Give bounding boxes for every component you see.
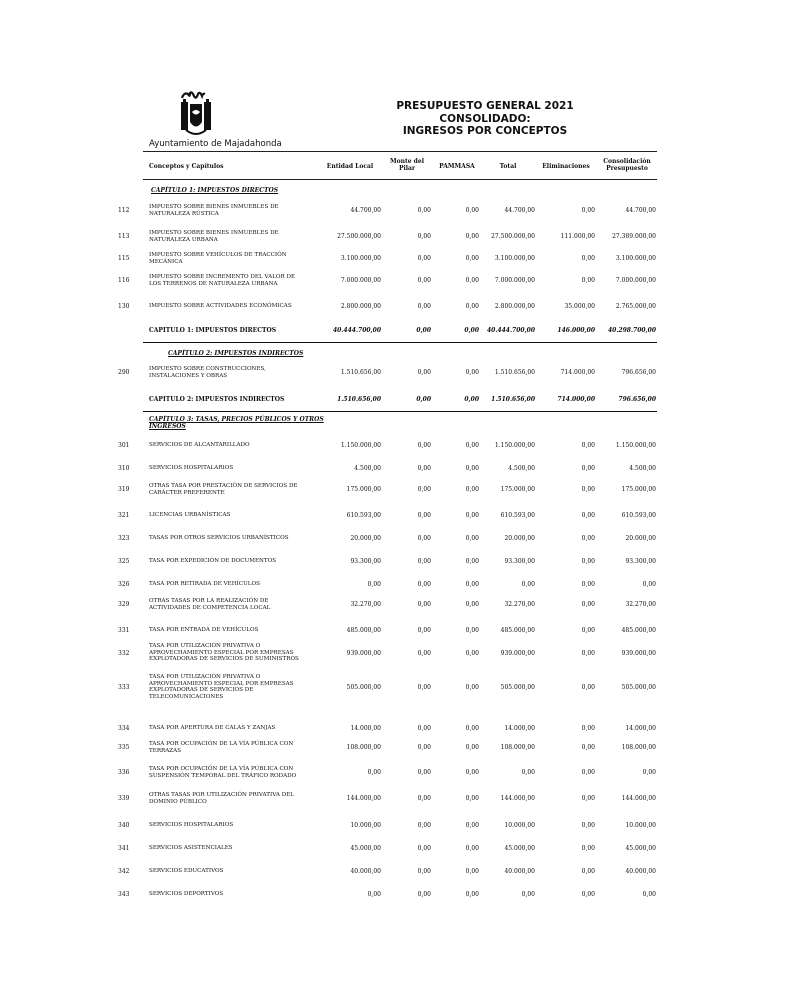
amount-pammasa: 0,00 [465, 233, 479, 240]
col-header-consolidacion [598, 158, 656, 172]
amount-monte: 0,00 [417, 868, 431, 875]
amount-entidad: 505.000,00 [346, 684, 381, 691]
chapter-total-consol: 796.656,00 [618, 396, 656, 403]
amount-pammasa: 0,00 [465, 277, 479, 284]
concept-description [149, 741, 319, 754]
amount-monte: 0,00 [417, 558, 431, 565]
amount-monte: 0,00 [417, 795, 431, 802]
concept-description [149, 792, 319, 805]
chapter-total-elim: 714.000,00 [557, 396, 595, 403]
concept-description [149, 868, 319, 875]
concept-code: 301 [118, 442, 130, 449]
amount-pammasa: 0,00 [465, 465, 479, 472]
col-header-monte [384, 158, 430, 172]
amount-entidad: 4.500,00 [354, 465, 381, 472]
amount-total: 175.000,00 [500, 486, 535, 493]
description-line: IMPUESTO SOBRE ACTIVIDADES ECONÓMICAS [149, 303, 292, 309]
amount-entidad: 10.000,00 [350, 822, 381, 829]
chapter-heading-line: CAPÍTULO 2: IMPUESTOS INDIRECTOS [168, 350, 304, 357]
amount-entidad: 93.300,00 [350, 558, 381, 565]
concept-description [149, 483, 319, 496]
amount-entidad: 27.500.000,00 [337, 233, 381, 240]
concept-code: 321 [118, 512, 130, 519]
amount-elim: 0,00 [581, 255, 595, 262]
amount-total: 14.000,00 [504, 725, 535, 732]
description-line: LOS TERRENOS DE NATURALEZA URBANA [149, 280, 278, 287]
amount-monte: 0,00 [417, 233, 431, 240]
amount-consol: 505.000,00 [621, 684, 656, 691]
chapter-total-label: CAPITULO 2: IMPUESTOS INDIRECTOS [149, 396, 285, 403]
amount-monte: 0,00 [417, 255, 431, 262]
amount-elim: 0,00 [581, 465, 595, 472]
concept-description [149, 230, 319, 243]
concept-code: 115 [118, 255, 130, 262]
description-line: SERVICIOS HOSPITALARIOS [149, 465, 234, 471]
amount-entidad: 175.000,00 [346, 486, 381, 493]
chapter-total-total: 40.444.700,00 [486, 327, 535, 334]
amount-monte: 0,00 [417, 303, 431, 310]
concept-description [149, 643, 319, 663]
chapter-total-consol: 40.298.700,00 [607, 327, 656, 334]
amount-total: 1.510.656,00 [494, 369, 535, 376]
chapter-total-pammasa: 0,00 [464, 396, 479, 403]
chapter-total-elim: 146.000,00 [557, 327, 595, 334]
description-line: IMPUESTO SOBRE CONSTRUCCIONES, [149, 366, 266, 372]
col-header-entidad: Entidad Local [326, 163, 374, 170]
amount-entidad: 40.000,00 [350, 868, 381, 875]
chapter-total-monte: 0,00 [416, 396, 431, 403]
amount-entidad: 20.000,00 [350, 535, 381, 542]
concept-description [149, 845, 319, 852]
chapter-total-total: 1.510.656,00 [491, 396, 535, 403]
amount-elim: 0,00 [581, 207, 595, 214]
amount-elim: 0,00 [581, 581, 595, 588]
amount-elim: 0,00 [581, 486, 595, 493]
amount-pammasa: 0,00 [465, 684, 479, 691]
concept-code: 335 [118, 744, 130, 751]
concept-description [149, 598, 319, 611]
chapter-total-entidad: 40.444.700,00 [332, 327, 381, 334]
description-line: NATURALEZA RÚSTICA [149, 210, 219, 217]
amount-total: 0,00 [521, 891, 535, 898]
amount-pammasa: 0,00 [465, 627, 479, 634]
concept-code: 336 [118, 769, 130, 776]
amount-monte: 0,00 [417, 684, 431, 691]
amount-monte: 0,00 [417, 512, 431, 519]
amount-pammasa: 0,00 [465, 769, 479, 776]
amount-entidad: 108.000,00 [346, 744, 381, 751]
description-line: OTRAS TASAS POR UTILIZACIÓN PRIVATIVA DEL [149, 792, 294, 798]
description-line: SERVICIOS DEPORTIVOS [149, 891, 224, 897]
concept-code: 329 [118, 601, 130, 608]
amount-monte: 0,00 [417, 486, 431, 493]
concept-description [149, 627, 319, 634]
amount-monte: 0,00 [417, 442, 431, 449]
concept-code: 343 [118, 891, 130, 898]
amount-elim: 0,00 [581, 277, 595, 284]
amount-pammasa: 0,00 [465, 207, 479, 214]
amount-pammasa: 0,00 [465, 486, 479, 493]
description-line: OTRAS TASAS POR LA REALIZACIÓN DE [149, 598, 269, 604]
description-line: TASA POR RETIRADA DE VEHÍCULOS [149, 581, 260, 587]
description-line: APROVECHAMIENTO ESPECIAL POR EMPRESAS [149, 649, 294, 656]
amount-consol: 44.700,00 [625, 207, 656, 214]
title-line: PRESUPUESTO GENERAL 2021 [396, 100, 574, 112]
amount-elim: 0,00 [581, 822, 595, 829]
amount-monte: 0,00 [417, 535, 431, 542]
concept-description [149, 465, 319, 472]
amount-total: 10.000,00 [504, 822, 535, 829]
header-bottom-rule [143, 179, 657, 180]
amount-elim: 0,00 [581, 558, 595, 565]
amount-pammasa: 0,00 [465, 442, 479, 449]
chapter-heading [149, 416, 324, 430]
amount-pammasa: 0,00 [465, 581, 479, 588]
amount-monte: 0,00 [417, 277, 431, 284]
amount-total: 3.100.000,00 [494, 255, 535, 262]
amount-monte: 0,00 [417, 891, 431, 898]
concept-description [149, 303, 319, 310]
amount-elim: 0,00 [581, 868, 595, 875]
amount-total: 0,00 [521, 581, 535, 588]
description-line: ACTIVIDADES DE COMPETENCIA LOCAL [149, 604, 271, 611]
amount-elim: 0,00 [581, 535, 595, 542]
description-line: SUSPENSIÓN TEMPORAL DEL TRÁFICO RODADO [149, 772, 297, 779]
chapter-total-rule [143, 411, 657, 412]
col-header-pammasa: PAMMASA [439, 163, 475, 170]
amount-total: 4.500,00 [508, 465, 535, 472]
concept-description [149, 766, 319, 779]
concept-code: 323 [118, 535, 130, 542]
amount-elim: 0,00 [581, 725, 595, 732]
amount-entidad: 0,00 [367, 769, 381, 776]
amount-consol: 93.300,00 [625, 558, 656, 565]
col-header-consolidacion-line: Consolidación [603, 158, 651, 165]
amount-consol: 1.150.000,00 [615, 442, 656, 449]
amount-consol: 2.765.000,00 [615, 303, 656, 310]
amount-consol: 796.656,00 [621, 369, 656, 376]
title-line: CONSOLIDADO: [439, 112, 531, 125]
amount-monte: 0,00 [417, 650, 431, 657]
amount-elim: 0,00 [581, 650, 595, 657]
description-line: TASA POR UTILIZACIÓN PRIVATIVA O [149, 643, 261, 649]
amount-elim: 0,00 [581, 442, 595, 449]
concept-description [149, 822, 319, 829]
amount-elim: 0,00 [581, 795, 595, 802]
description-line: SERVICIOS ASISTENCIALES [149, 845, 233, 851]
amount-pammasa: 0,00 [465, 822, 479, 829]
amount-entidad: 14.000,00 [350, 725, 381, 732]
chapter-total-rule [143, 342, 657, 343]
amount-monte: 0,00 [417, 207, 431, 214]
amount-pammasa: 0,00 [465, 891, 479, 898]
concept-description [149, 891, 319, 898]
amount-entidad: 0,00 [367, 891, 381, 898]
chapter-heading-line: INGRESOS [149, 423, 186, 430]
amount-elim: 0,00 [581, 601, 595, 608]
amount-monte: 0,00 [417, 769, 431, 776]
description-line: MECÁNICA [149, 258, 183, 265]
amount-pammasa: 0,00 [465, 744, 479, 751]
amount-entidad: 3.100.000,00 [340, 255, 381, 262]
description-line: TERRAZAS [149, 747, 182, 754]
description-line: TASA POR OCUPACIÓN DE LA VÍA PÚBLICA CON [149, 741, 294, 747]
majadahonda-crest-logo [178, 90, 214, 136]
amount-pammasa: 0,00 [465, 369, 479, 376]
concept-code: 332 [118, 650, 130, 657]
header-top-rule [143, 151, 657, 152]
amount-monte: 0,00 [417, 369, 431, 376]
amount-total: 108.000,00 [500, 744, 535, 751]
concept-code: 326 [118, 581, 130, 588]
amount-entidad: 144.000,00 [346, 795, 381, 802]
amount-total: 1.150.000,00 [494, 442, 535, 449]
amount-elim: 0,00 [581, 684, 595, 691]
amount-monte: 0,00 [417, 627, 431, 634]
concept-code: 334 [118, 725, 130, 732]
description-line: IMPUESTO SOBRE BIENES INMUEBLES DE [149, 204, 279, 210]
amount-total: 32.270,00 [504, 601, 535, 608]
amount-entidad: 32.270,00 [350, 601, 381, 608]
description-line: APROVECHAMIENTO ESPECIAL POR EMPRESAS [149, 680, 294, 687]
amount-total: 93.300,00 [504, 558, 535, 565]
org-name: Ayuntamiento de Majadahonda [149, 139, 282, 149]
amount-total: 939.000,00 [500, 650, 535, 657]
description-line: INSTALACIONES Y OBRAS [149, 372, 228, 379]
chapter-heading-line: CAPÍTULO 1: IMPUESTOS DIRECTOS [151, 187, 279, 194]
chapter-total-label: CAPITULO 1: IMPUESTOS DIRECTOS [149, 327, 277, 334]
amount-monte: 0,00 [417, 465, 431, 472]
concept-description [149, 512, 319, 519]
concept-description [149, 725, 319, 732]
description-line: SERVICIOS HOSPITALARIOS [149, 822, 234, 828]
amount-entidad: 1.510.656,00 [340, 369, 381, 376]
amount-consol: 3.100.000,00 [615, 255, 656, 262]
amount-elim: 0,00 [581, 627, 595, 634]
amount-elim: 0,00 [581, 769, 595, 776]
amount-entidad: 44.700,00 [350, 207, 381, 214]
description-line: SERVICIOS EDUCATIVOS [149, 868, 224, 874]
concept-description [149, 204, 319, 217]
amount-pammasa: 0,00 [465, 512, 479, 519]
description-line: LICENCIAS URBANÍSTICAS [149, 512, 231, 518]
amount-consol: 40.000,00 [625, 868, 656, 875]
description-line: OTRAS TASA POR PRESTACIÓN DE SERVICIOS DE [149, 483, 298, 489]
amount-total: 44.700,00 [504, 207, 535, 214]
chapter-total-monte: 0,00 [416, 327, 431, 334]
amount-consol: 14.000,00 [625, 725, 656, 732]
col-header-consolidacion-line: Presupuesto [606, 165, 648, 172]
concept-code: 290 [118, 369, 130, 376]
amount-consol: 0,00 [642, 581, 656, 588]
amount-monte: 0,00 [417, 822, 431, 829]
amount-pammasa: 0,00 [465, 601, 479, 608]
description-line: TASA POR ENTRADA DE VEHÍCULOS [149, 627, 259, 633]
amount-monte: 0,00 [417, 601, 431, 608]
amount-total: 45.000,00 [504, 845, 535, 852]
chapter-heading [168, 350, 303, 357]
concept-description [149, 581, 319, 588]
amount-consol: 32.270,00 [625, 601, 656, 608]
amount-entidad: 485.000,00 [346, 627, 381, 634]
amount-entidad: 610.593,00 [346, 512, 381, 519]
amount-consol: 4.500,00 [629, 465, 656, 472]
amount-elim: 0,00 [581, 845, 595, 852]
amount-consol: 175.000,00 [621, 486, 656, 493]
description-line: TELECOMUNICACIONES [149, 693, 224, 700]
amount-monte: 0,00 [417, 744, 431, 751]
concept-code: 325 [118, 558, 130, 565]
concept-code: 113 [118, 233, 130, 240]
col-header-concepts: Conceptos y Capítulos [149, 163, 224, 170]
amount-pammasa: 0,00 [465, 795, 479, 802]
description-line: DOMINIO PÚBLICO [149, 798, 207, 805]
description-line: TASA POR APERTURA DE CALAS Y ZANJAS [149, 725, 276, 731]
amount-consol: 10.000,00 [625, 822, 656, 829]
description-line: IMPUESTO SOBRE INCREMENTO DEL VALOR DE [149, 274, 296, 280]
amount-entidad: 0,00 [367, 581, 381, 588]
col-header-total: Total [499, 163, 517, 170]
amount-entidad: 939.000,00 [346, 650, 381, 657]
amount-elim: 0,00 [581, 891, 595, 898]
amount-elim: 111.000,00 [560, 233, 595, 240]
amount-total: 2.800.000,00 [494, 303, 535, 310]
description-line: CARÁCTER PREFERENTE [149, 489, 225, 496]
concept-description [149, 442, 319, 449]
concept-code: 116 [118, 277, 130, 284]
amount-consol: 610.593,00 [621, 512, 656, 519]
amount-consol: 144.000,00 [621, 795, 656, 802]
amount-total: 7.000.000,00 [494, 277, 535, 284]
col-header-eliminaciones: Eliminaciones [542, 163, 590, 170]
description-line: EXPLOTADORAS DE SERVICIOS DE SUMINISTROS [149, 656, 299, 663]
description-line: TASA POR EXPEDICIÓN DE DOCUMENTOS [149, 558, 277, 564]
amount-elim: 714.000,00 [560, 369, 595, 376]
amount-consol: 27.389.000,00 [612, 233, 656, 240]
amount-pammasa: 0,00 [465, 558, 479, 565]
concept-code: 340 [118, 822, 130, 829]
amount-entidad: 1.150.000,00 [340, 442, 381, 449]
concept-description [149, 274, 319, 287]
amount-pammasa: 0,00 [465, 845, 479, 852]
amount-pammasa: 0,00 [465, 650, 479, 657]
chapter-total-entidad: 1.510.656,00 [337, 396, 381, 403]
concept-code: 112 [118, 207, 130, 214]
document-title [360, 100, 610, 138]
concept-code: 342 [118, 868, 130, 875]
description-line: IMPUESTO SOBRE VEHÍCULOS DE TRACCIÓN [149, 252, 287, 258]
col-header-monte-line: Monte del [390, 158, 424, 165]
amount-consol: 108.000,00 [621, 744, 656, 751]
concept-code: 130 [118, 303, 130, 310]
description-line: TASAS POR OTROS SERVICIOS URBANÍSTICOS [149, 535, 289, 541]
amount-pammasa: 0,00 [465, 535, 479, 542]
amount-monte: 0,00 [417, 725, 431, 732]
chapter-heading [151, 187, 278, 194]
amount-pammasa: 0,00 [465, 255, 479, 262]
amount-consol: 45.000,00 [625, 845, 656, 852]
amount-consol: 0,00 [642, 891, 656, 898]
amount-monte: 0,00 [417, 845, 431, 852]
amount-total: 485.000,00 [500, 627, 535, 634]
amount-entidad: 7.000.000,00 [340, 277, 381, 284]
concept-description [149, 674, 319, 700]
amount-entidad: 2.800.000,00 [340, 303, 381, 310]
amount-total: 0,00 [521, 769, 535, 776]
amount-entidad: 45.000,00 [350, 845, 381, 852]
amount-total: 144.000,00 [500, 795, 535, 802]
amount-total: 20.000,00 [504, 535, 535, 542]
amount-total: 505.000,00 [500, 684, 535, 691]
concept-description [149, 252, 319, 265]
amount-pammasa: 0,00 [465, 725, 479, 732]
amount-elim: 0,00 [581, 744, 595, 751]
concept-description [149, 535, 319, 542]
amount-consol: 939.000,00 [621, 650, 656, 657]
amount-consol: 20.000,00 [625, 535, 656, 542]
amount-elim: 35.000,00 [564, 303, 595, 310]
concept-code: 310 [118, 465, 130, 472]
amount-total: 40.000,00 [504, 868, 535, 875]
concept-code: 333 [118, 684, 130, 691]
description-line: TASA POR OCUPACIÓN DE LA VÍA PÚBLICA CON [149, 766, 294, 772]
amount-consol: 485.000,00 [621, 627, 656, 634]
concept-description [149, 558, 319, 565]
amount-pammasa: 0,00 [465, 868, 479, 875]
description-line: TASA POR UTILIZACIÓN PRIVATIVA O [149, 674, 261, 680]
amount-elim: 0,00 [581, 512, 595, 519]
description-line: IMPUESTO SOBRE BIENES INMUEBLES DE [149, 230, 279, 236]
amount-monte: 0,00 [417, 581, 431, 588]
concept-code: 339 [118, 795, 130, 802]
chapter-heading-line: CAPÍTULO 3: TASAS, PRECIOS PÚBLICOS Y OTROS [149, 416, 324, 423]
amount-total: 27.500.000,00 [491, 233, 535, 240]
chapter-total-pammasa: 0,00 [464, 327, 479, 334]
amount-consol: 7.000.000,00 [615, 277, 656, 284]
concept-code: 319 [118, 486, 130, 493]
title-line: INGRESOS POR CONCEPTOS [402, 125, 568, 137]
amount-total: 610.593,00 [500, 512, 535, 519]
concept-description [149, 366, 319, 379]
amount-consol: 0,00 [642, 769, 656, 776]
description-line: NATURALEZA URBANA [149, 236, 218, 243]
col-header-monte-line: Pilar [398, 165, 416, 172]
concept-code: 341 [118, 845, 130, 852]
concept-code: 331 [118, 627, 130, 634]
description-line: SERVICIOS DE ALCANTARILLADO [149, 442, 250, 448]
description-line: EXPLOTADORAS DE SERVICIOS DE [149, 687, 254, 694]
amount-pammasa: 0,00 [465, 303, 479, 310]
